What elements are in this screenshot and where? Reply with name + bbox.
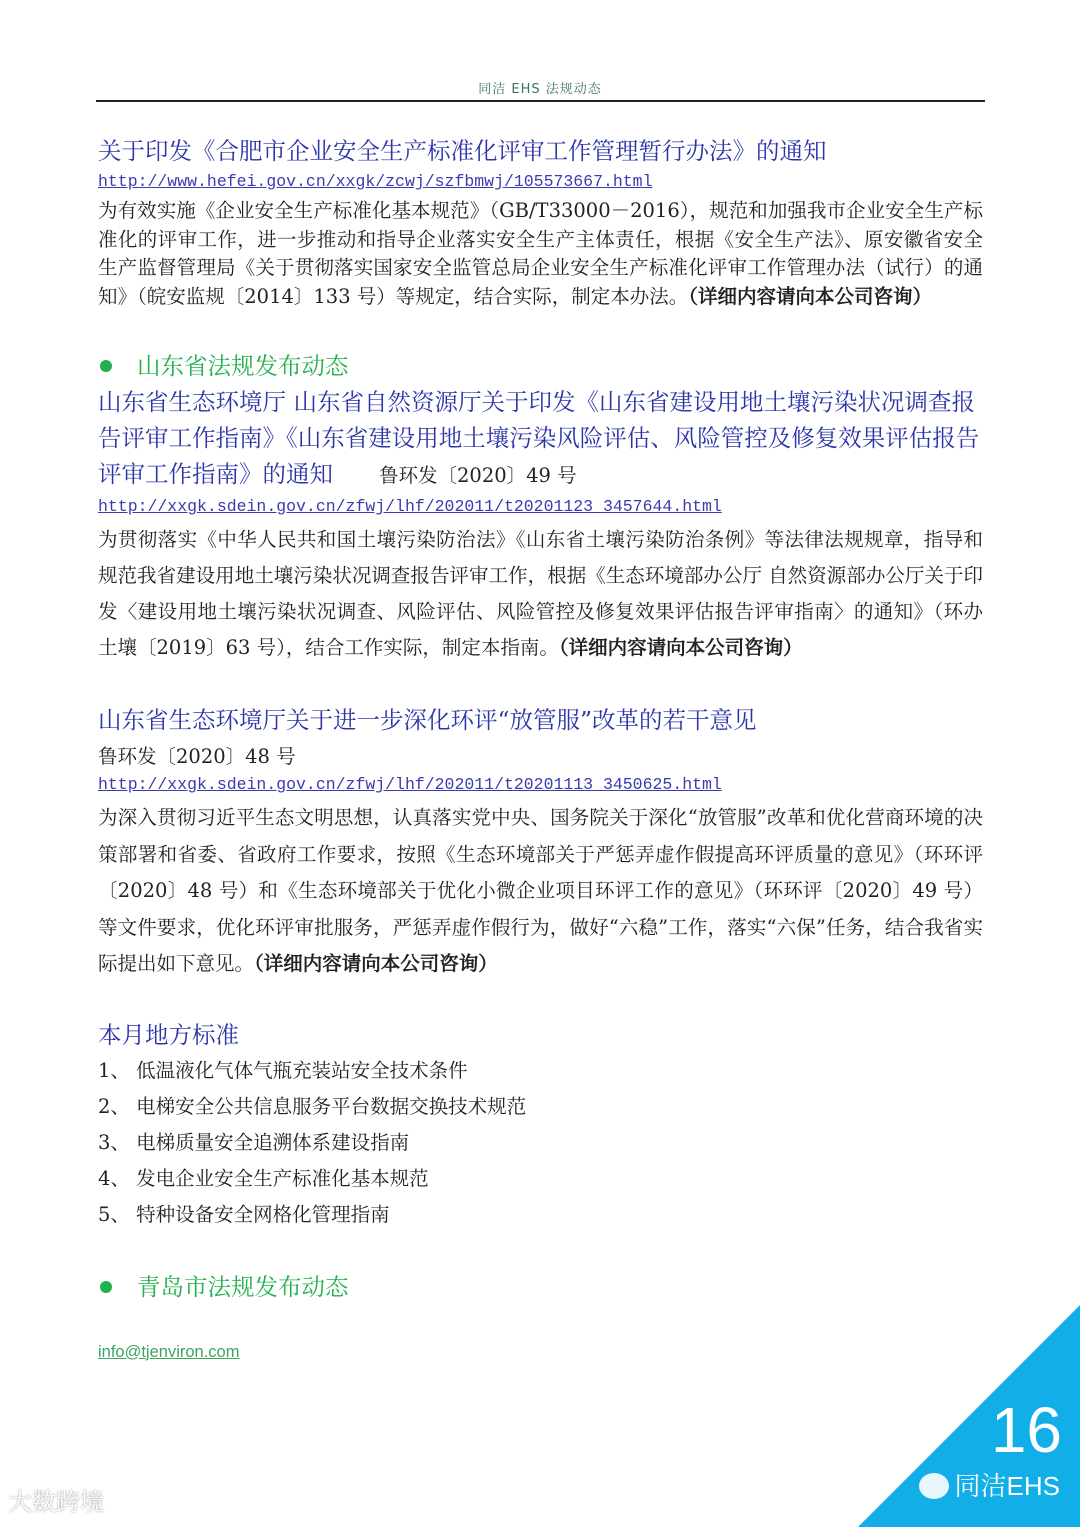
article-body bbox=[98, 522, 983, 666]
more-info-note: （详细内容请向本公司咨询） bbox=[688, 284, 933, 308]
article-title[interactable]: 山东省生态环境厅关于进一步深化环评“放管服”改革的若干意见 bbox=[98, 706, 757, 734]
bullet-icon bbox=[100, 360, 112, 372]
section-heading-text: 山东省法规发布动态 bbox=[137, 352, 349, 380]
section-heading-shandong bbox=[98, 348, 983, 384]
article-body bbox=[98, 197, 983, 311]
section-heading-standards: 本月地方标准 bbox=[98, 1020, 239, 1049]
article-link[interactable]: http://www.hefei.gov.cn/xxgk/zcwj/szfbmwj/105573667.html bbox=[98, 172, 653, 191]
body-text: 为有效实施《企业安全生产标准化基本规范》（GB/T33000－2016），规范和加强我市企业安全生产标准化的评审工作，进一步推动和指导企业落实安全生产主体责任，根据《安全生产法》、原安徽省安全生产监督管理局《关于贯彻落实国家安全监管总局企业安全生产标准化评审工作管理办法（试行）的通知》（皖安监规〔2014〕133 号）等规定，结合实际，制定本办法。 bbox=[98, 199, 983, 308]
standard-item: 4、 发电企业安全生产标准化基本规范 bbox=[98, 1166, 429, 1190]
article-title[interactable] bbox=[98, 384, 983, 494]
article-title[interactable]: 关于印发《合肥市企业安全生产标准化评审工作管理暂行办法》的通知 bbox=[98, 137, 827, 165]
wechat-account: 同洁EHS bbox=[954, 1471, 1060, 1501]
running-header: 同洁 EHS 法规动态 bbox=[478, 82, 602, 97]
title-text[interactable]: 山东省生态环境厅 山东省自然资源厅关于印发《山东省建设用地土壤污染状况调查报告评审工作指南》《山东省建设用地土壤污染风险评估、风险管控及修复效果评估报告评审工作指南》的通知 bbox=[98, 388, 980, 488]
section-heading-qingdao bbox=[98, 1269, 983, 1305]
watermark: 大数跨境 bbox=[8, 1489, 104, 1516]
article-body bbox=[98, 800, 983, 983]
body-text: 为贯彻落实《中华人民共和国土壤污染防治法》《山东省土壤污染防治条例》等法律法规规章，指导和规范我省建设用地土壤污染状况调查报告评审工作，根据《生态环境部办公厅 自然资源部办公厅关于印发〈建设用地土壤污染状况调查、风险评估、风险管控及修复效果评估报告评审指南〉的通知》（环办土壤〔2019〕63 号），结合工作实际，制定本指南。 bbox=[98, 528, 983, 659]
header-divider bbox=[96, 100, 985, 102]
body-text: 为深入贯彻习近平生态文明思想，认真落实党中央、国务院关于深化“放管服”改革和优化营商环境的决策部署和省委、省政府工作要求，按照《生态环境部关于严惩弄虚作假提高环评质量的意见》（环环评〔2020〕48 号）和《生态环境部关于优化小微企业项目环评工作的意见》（环环评〔2020〕49 号）等文件要求，优化环评审批服务，严惩弄虚作假行为，做好“六稳”工作，落实“六保”任务，结合我省实际提出如下意见。 bbox=[98, 806, 983, 975]
wechat-icon bbox=[919, 1473, 949, 1499]
email-link[interactable]: info@tjenviron.com bbox=[98, 1342, 240, 1361]
more-info-note: （详细内容请向本公司咨询） bbox=[254, 952, 498, 975]
standard-item: 3、 电梯质量安全追溯体系建设指南 bbox=[98, 1130, 410, 1154]
more-info-note: （详细内容请向本公司咨询） bbox=[558, 636, 803, 659]
standard-item: 1、 低温液化气体气瓶充装站安全技术条件 bbox=[98, 1058, 468, 1082]
document-number: 鲁环发〔2020〕49 号 bbox=[379, 464, 577, 487]
page-number: 16 bbox=[990, 1394, 1062, 1466]
standard-item: 5、 特种设备安全网格化管理指南 bbox=[98, 1202, 390, 1226]
page-content bbox=[98, 133, 983, 1363]
standard-item: 2、 电梯安全公共信息服务平台数据交换技术规范 bbox=[98, 1094, 527, 1118]
article-link[interactable]: http://xxgk.sdein.gov.cn/zfwj/lhf/202011/t20201123_3457644.html bbox=[98, 497, 722, 516]
wechat-watermark bbox=[919, 1472, 1060, 1501]
article-link[interactable]: http://xxgk.sdein.gov.cn/zfwj/lhf/202011/t20201113_3450625.html bbox=[98, 775, 722, 794]
section-heading-text: 青岛市法规发布动态 bbox=[137, 1272, 349, 1301]
bullet-icon bbox=[100, 1281, 112, 1293]
document-number: 鲁环发〔2020〕48 号 bbox=[98, 745, 296, 768]
